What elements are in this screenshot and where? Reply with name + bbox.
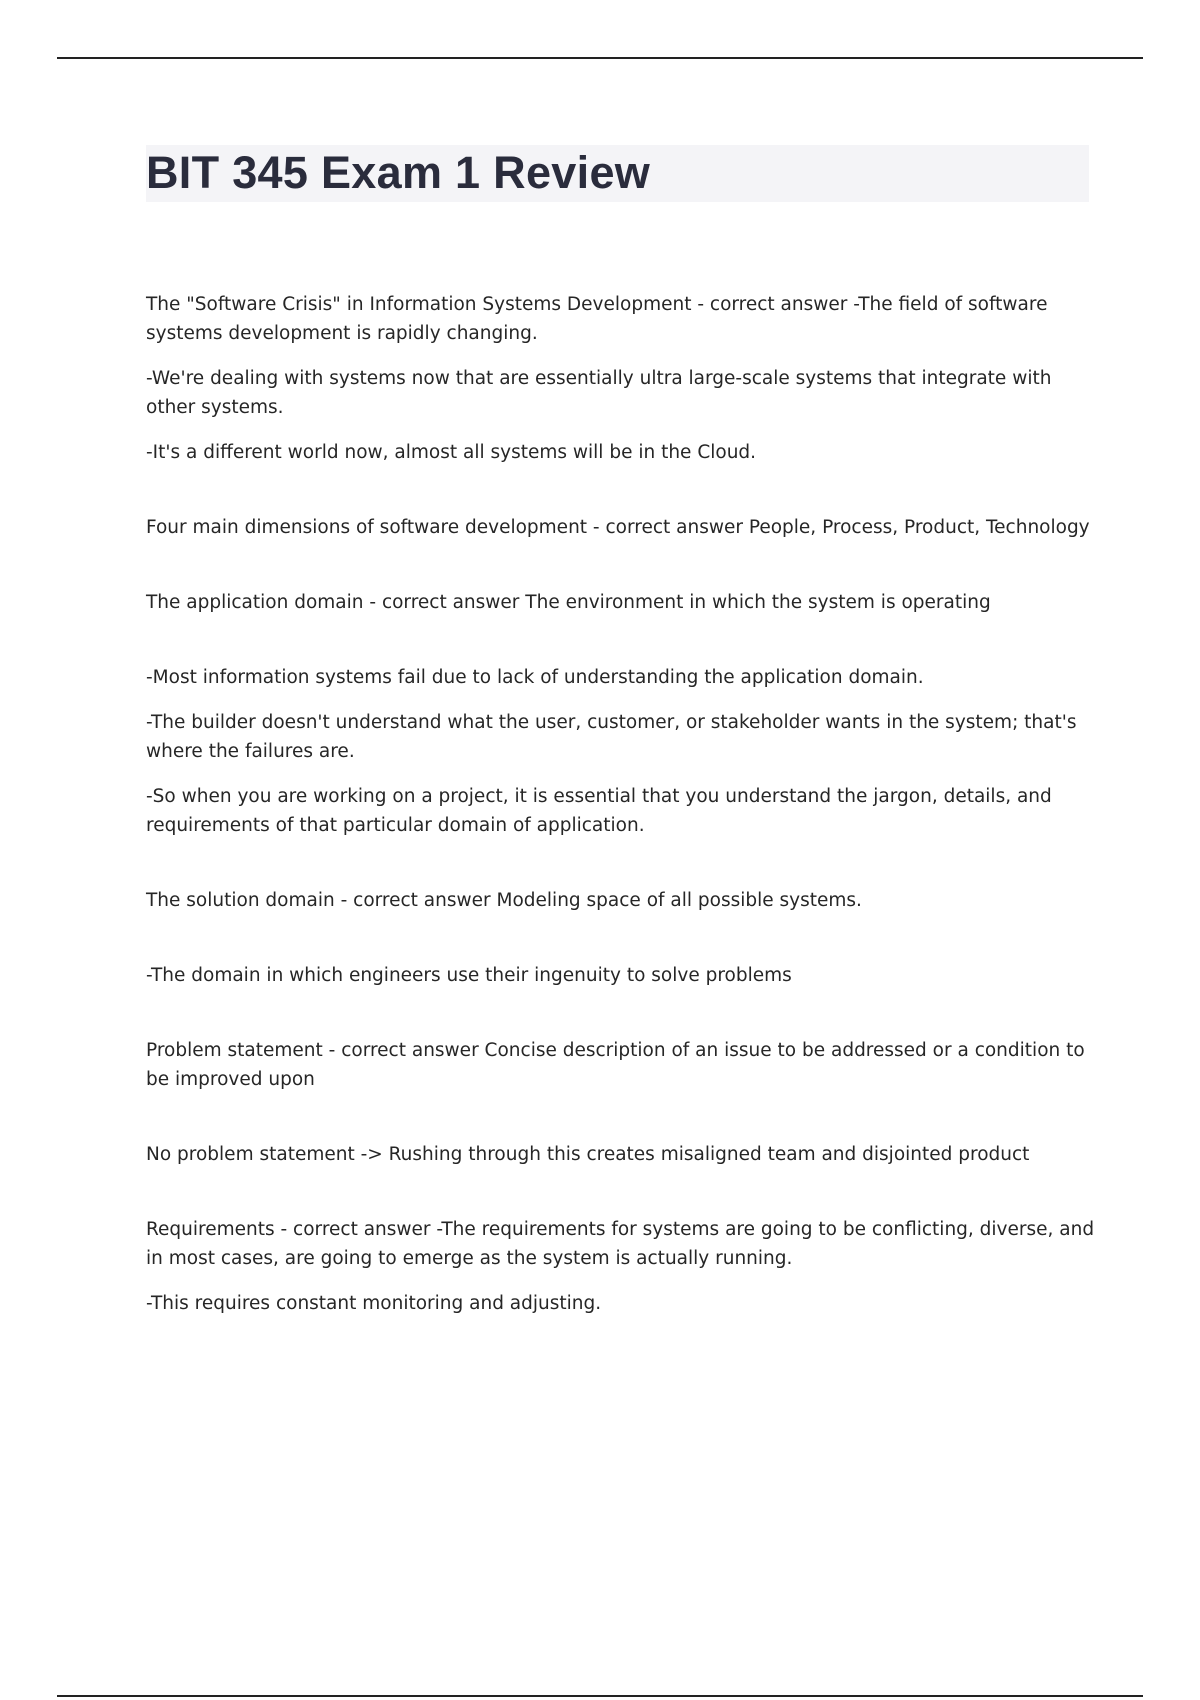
entry-solution-domain-note <box>146 961 1096 990</box>
paragraph: Four main dimensions of software development - correct answer People, Process, Product, Technology <box>146 517 1090 538</box>
paragraph: -The domain in which engineers use their ingenuity to solve problems <box>146 965 792 986</box>
paragraph: -This requires constant monitoring and adjusting. <box>146 1293 602 1314</box>
document-title: BIT 345 Exam 1 Review <box>146 147 651 198</box>
paragraph: -It's a different world now, almost all systems will be in the Cloud. <box>146 442 757 463</box>
entry-four-dimensions <box>146 513 1096 542</box>
paragraph: The application domain - correct answer The environment in which the system is operating <box>146 592 991 613</box>
paragraph: -We're dealing with systems now that are essentially ultra large-scale systems that integrate with other systems. <box>146 368 1052 418</box>
paragraph: -So when you are working on a project, it is essential that you understand the jargon, details, and requirements of that particular domain of application. <box>146 786 1052 836</box>
entry-problem-statement <box>146 1036 1096 1094</box>
top-rule <box>57 57 1143 59</box>
paragraph: The "Software Crisis" in Information Systems Development - correct answer -The field of software systems development is rapidly changing. <box>146 294 1048 344</box>
entry-application-domain <box>146 588 1096 617</box>
entry-requirements <box>146 1215 1096 1318</box>
paragraph: -Most information systems fail due to lack of understanding the application domain. <box>146 667 924 688</box>
entry-solution-domain <box>146 886 1096 915</box>
paragraph: -The builder doesn't understand what the user, customer, or stakeholder wants in the system; that's where the failures are. <box>146 712 1077 762</box>
entry-application-domain-notes <box>146 663 1096 840</box>
paragraph: The solution domain - correct answer Modeling space of all possible systems. <box>146 890 862 911</box>
paragraph: Requirements - correct answer -The requirements for systems are going to be conflicting, diverse, and in most cases, are going to emerge as the system is actually running. <box>146 1219 1095 1269</box>
bottom-rule <box>57 1695 1143 1697</box>
document-body <box>146 290 1096 1318</box>
paragraph: No problem statement -> Rushing through this creates misaligned team and disjointed product <box>146 1144 1030 1165</box>
entry-no-problem-statement <box>146 1140 1096 1169</box>
entry-software-crisis <box>146 290 1096 467</box>
paragraph: Problem statement - correct answer Concise description of an issue to be addressed or a condition to be improved upon <box>146 1040 1085 1090</box>
